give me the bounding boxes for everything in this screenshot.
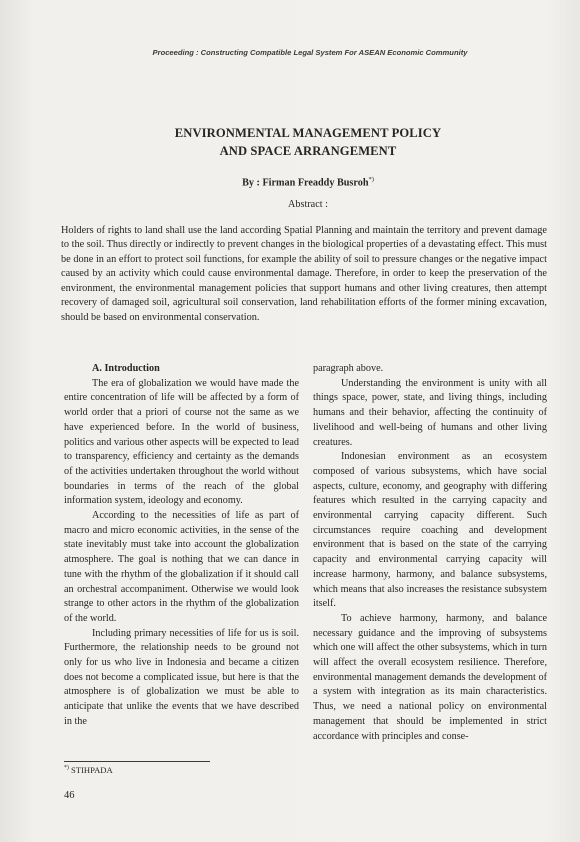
body-paragraph: To achieve harmony, harmony, and balance necessary guidance and the improving of subsystems which one will affect the other subsystems, which in turn will affect the overall ecosystem resilience. Therefore, environmental management demands the development of a system with integration as its main characteristics. Thus, we need a national policy on environmental management that should be implemented in strict accordance with principles and conse-: [313, 612, 547, 742]
right-column: [313, 362, 547, 744]
body-paragraph: Indonesian environment as an ecosystem composed of various subsystems, which have social aspects, culture, economy, and geography with differing features which resulted in the carrying capacity and environmental carrying capacity different. Such circumstances require coaching and development environment that is based on the state of the carrying capacity and environmental carrying capacity will increase harmony, harmony, and balance subsystems, which means that also increases the resistance subsystem itself.: [313, 451, 547, 610]
left-column: [64, 362, 299, 730]
page-number: 46: [64, 790, 75, 801]
author-name: Firman Freaddy Busroh: [262, 177, 369, 189]
abstract-body: Holders of rights to land shall use the land according Spatial Planning and maintain the territory and prevent damage to the soil. Thus directly or indirectly to prevent changes in the biological properties of a devastating effect. This must be done in an effort to protect soil functions, for example the ability of soil to pressure changes or the negative impact caused by an activity which could cause environmental damage. Therefore, in order to keep the preservation of the environment, the environmental management policies that support humans and other living creatures, then attempt recovery of damaged soil, agricultural soil conservation, land rehabilitation efforts of the former mining excavation, should be based on environmental conservation.: [61, 225, 547, 323]
body-paragraph: According to the necessities of life as part of macro and micro economic activities, in the sense of the state inevitably must take into account the globalization atmosphere. The goal is nothing that we can dance in tune with the rhythm of the globalization if it should call an orchestral accompaniment. Otherwise we would look strange to other actors in the rhythm of the globalization of the world.: [64, 510, 299, 624]
author-prefix: By :: [242, 177, 263, 189]
body-paragraph: Understanding the environment is unity with all things space, power, state, and living things, including humans and their behavior, affecting the continuity of livelihood and well-being of humans and other living creatures.: [313, 377, 547, 448]
footnote: [64, 765, 113, 775]
author-line: [60, 176, 556, 188]
article-title: [60, 124, 556, 160]
title-line-2: AND SPACE ARRANGEMENT: [219, 144, 397, 158]
author-footnote-mark: *): [368, 176, 374, 183]
footnote-mark: *): [64, 765, 69, 772]
body-paragraph: The era of globalization we would have made the entire concentration of life will be affected by a form of world order that a priori of course not the same as we have experienced before. In the world of business, politics and various other aspects will be expected to lead to transparency, efficiency and certainty as the demands of the activities undertaken throughout the world without boundaries in terms of the reach of the global information system, ideology and economy.: [64, 377, 299, 507]
body-paragraph: Including primary necessities of life for us is soil. Furthermore, the relationship needs to be ground not only for us who live in Indonesia and became a citizen does not become a complicated issue, but here is that the atmosphere is of globalization we must be able to anticipate that unlike the events that we have described in the: [64, 627, 299, 727]
footnote-text: STIHPADA: [68, 765, 113, 775]
footnote-divider: [64, 761, 210, 762]
section-heading-introduction: A. Introduction: [92, 363, 160, 374]
body-paragraph-continuation: paragraph above.: [313, 363, 384, 374]
running-header: Proceeding : Constructing Compatible Legal System For ASEAN Economic Community: [152, 48, 468, 57]
title-line-1: ENVIRONMENTAL MANAGEMENT POLICY: [174, 126, 442, 140]
abstract-heading: Abstract :: [288, 199, 328, 210]
